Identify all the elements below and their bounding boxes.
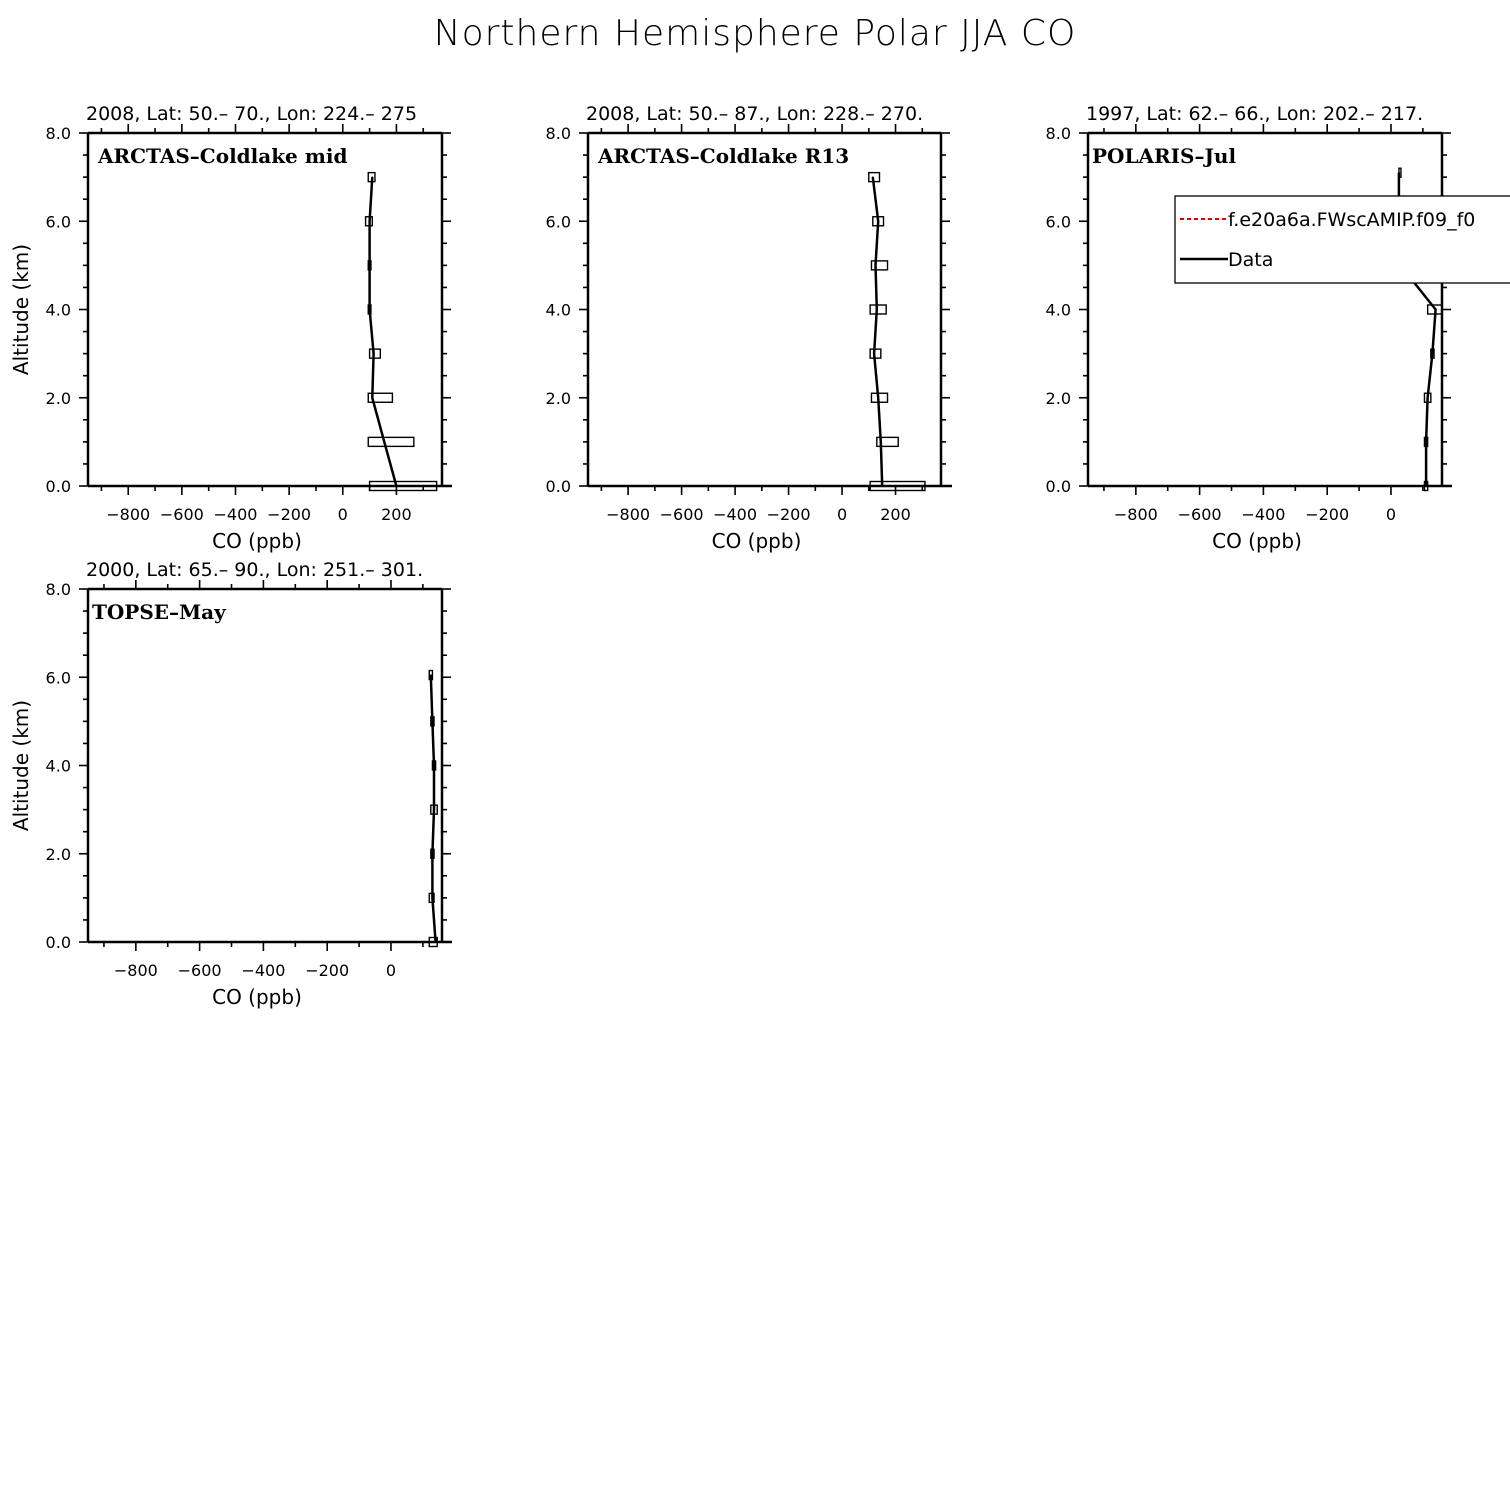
data-point bbox=[877, 397, 879, 399]
y-tick-label: 0.0 bbox=[1045, 477, 1071, 496]
data-point bbox=[432, 721, 434, 723]
x-tick-label: −400 bbox=[241, 961, 286, 980]
data-point bbox=[1398, 172, 1400, 174]
data-point bbox=[881, 485, 883, 487]
panel-subtitle: 2008, Lat: 50.– 87., Lon: 228.– 270. bbox=[586, 103, 924, 125]
y-tick-label: 4.0 bbox=[1045, 300, 1071, 320]
x-axis-label: CO (ppb) bbox=[711, 529, 802, 553]
data-point bbox=[435, 941, 437, 943]
data-point bbox=[1425, 441, 1427, 443]
x-tick-label: 0 bbox=[337, 505, 348, 524]
x-tick-label: −800 bbox=[113, 961, 158, 980]
x-tick-label: 0 bbox=[1385, 505, 1397, 524]
data-point bbox=[396, 485, 398, 487]
data-point bbox=[877, 220, 879, 222]
y-tick-label: 8.0 bbox=[1045, 124, 1071, 143]
y-tick-label: 0.0 bbox=[45, 477, 71, 496]
x-tick-label: −200 bbox=[267, 505, 312, 524]
data-point bbox=[433, 765, 435, 767]
panel-label: ARCTAS–Coldlake R13 bbox=[598, 144, 850, 168]
data-point bbox=[873, 353, 875, 355]
panel-subtitle: 1997, Lat: 62.– 66., Lon: 202.– 217. bbox=[1086, 103, 1424, 125]
data-point bbox=[880, 441, 882, 443]
y-tick-label: 8.0 bbox=[45, 124, 71, 143]
legend-model-label: f.e20a6a.FWscAMIP.f09_f0 bbox=[1228, 209, 1476, 231]
x-axis-label: CO (ppb) bbox=[1212, 529, 1302, 553]
data-point bbox=[433, 809, 435, 811]
data-point bbox=[1425, 485, 1427, 487]
x-tick-label: −600 bbox=[177, 961, 222, 980]
y-axis-label: Altitude (km) bbox=[9, 243, 33, 376]
x-axis-label: CO (ppb) bbox=[212, 985, 302, 1009]
y-tick-label: 6.0 bbox=[45, 668, 71, 688]
x-tick-label: −800 bbox=[606, 505, 651, 524]
y-tick-label: 6.0 bbox=[1045, 212, 1071, 232]
y-tick-label: 0.0 bbox=[545, 477, 571, 496]
data-point bbox=[432, 853, 434, 855]
y-tick-label: 2.0 bbox=[45, 844, 71, 864]
x-tick-label: −600 bbox=[1177, 505, 1222, 524]
y-tick-label: 2.0 bbox=[45, 388, 71, 408]
panel-label: ARCTAS–Coldlake mid bbox=[98, 144, 348, 168]
x-tick-label: 200 bbox=[880, 505, 911, 524]
panel-subtitle: 2000, Lat: 65.– 90., Lon: 251.– 301. bbox=[86, 559, 424, 581]
x-tick-label: −200 bbox=[1305, 505, 1350, 524]
y-tick-label: 4.0 bbox=[45, 756, 71, 776]
legend bbox=[1175, 196, 1510, 283]
x-tick-label: −400 bbox=[1241, 505, 1286, 524]
data-point bbox=[369, 220, 371, 222]
data-point bbox=[872, 176, 874, 178]
data-point bbox=[371, 397, 373, 399]
x-tick-label: 0 bbox=[385, 961, 397, 980]
data-point bbox=[1435, 309, 1437, 311]
x-tick-label: −600 bbox=[159, 505, 204, 524]
x-tick-label: −200 bbox=[305, 961, 350, 980]
x-axis-label: CO (ppb) bbox=[212, 529, 302, 553]
legend-data-label: Data bbox=[1228, 249, 1274, 271]
data-point bbox=[432, 897, 434, 899]
x-tick-label: −800 bbox=[1113, 505, 1158, 524]
x-tick-label: 0 bbox=[836, 505, 848, 524]
data-point bbox=[876, 309, 878, 311]
data-point bbox=[373, 353, 375, 355]
y-tick-label: 4.0 bbox=[545, 300, 571, 320]
data-point bbox=[875, 265, 877, 267]
x-tick-label: −200 bbox=[766, 505, 811, 524]
data-point bbox=[430, 674, 432, 676]
y-tick-label: 0.0 bbox=[45, 933, 71, 952]
y-tick-label: 4.0 bbox=[45, 300, 71, 320]
x-tick-label: −400 bbox=[213, 505, 258, 524]
x-tick-label: 200 bbox=[381, 505, 412, 524]
x-tick-label: −600 bbox=[659, 505, 704, 524]
y-tick-label: 6.0 bbox=[45, 212, 71, 232]
y-tick-label: 8.0 bbox=[45, 580, 71, 599]
data-point bbox=[1427, 397, 1429, 399]
data-point bbox=[369, 309, 371, 311]
data-point bbox=[1432, 353, 1434, 355]
data-point bbox=[369, 265, 371, 267]
x-tick-label: −800 bbox=[106, 505, 151, 524]
y-tick-label: 2.0 bbox=[545, 388, 571, 408]
y-axis-label: Altitude (km) bbox=[9, 699, 33, 832]
panel-label: POLARIS–Jul bbox=[1092, 144, 1237, 168]
data-point bbox=[384, 441, 386, 443]
figure-title: Northern Hemisphere Polar JJA CO bbox=[433, 13, 1077, 54]
y-tick-label: 6.0 bbox=[545, 212, 571, 232]
panel-subtitle: 2008, Lat: 50.– 70., Lon: 224.– 275 bbox=[86, 103, 418, 125]
data-point bbox=[371, 176, 373, 178]
y-tick-label: 2.0 bbox=[1045, 388, 1071, 408]
x-tick-label: −400 bbox=[713, 505, 758, 524]
y-tick-label: 8.0 bbox=[545, 124, 571, 143]
panel-label: TOPSE–May bbox=[92, 600, 226, 624]
